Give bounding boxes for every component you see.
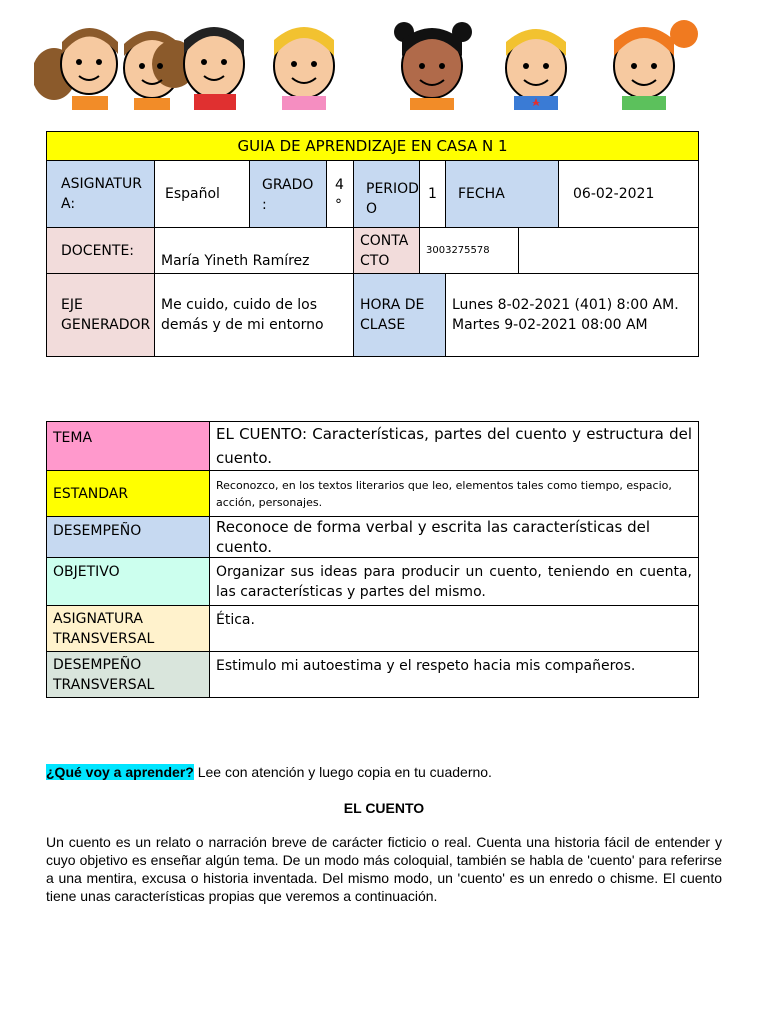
eje-label: EJE GENERADOR	[47, 274, 155, 357]
kid-4	[274, 27, 334, 110]
info-table	[46, 131, 699, 357]
guide-title: GUIA DE APRENDIZAJE EN CASA N 1	[47, 132, 699, 161]
tema-value: EL CUENTO: Características, partes del cuento y estructura del cuento.	[210, 422, 699, 471]
desempeno-value: Reconoce de forma verbal y escrita las características del cuento.	[210, 517, 699, 558]
hora-value-2: Martes 9-02-2021 08:00 AM	[452, 317, 648, 333]
section-title: EL CUENTO	[343, 800, 425, 816]
docente-value: María Yineth Ramírez	[155, 228, 354, 274]
asignatura-transversal-value: Ética.	[210, 606, 699, 652]
fecha-value: 06-02-2021	[559, 161, 699, 228]
learn-line	[46, 764, 722, 780]
kid-1	[34, 28, 118, 110]
eje-value: Me cuido, cuido de los demás y de mi entorno	[155, 274, 354, 357]
objetivo-value: Organizar sus ideas para producir un cuento, teniendo en cuenta, las características y partes del mismo.	[210, 558, 699, 606]
kid-6	[506, 29, 566, 110]
periodo-value: 1	[420, 161, 446, 228]
estandar-value: Reconozco, en los textos literarios que leo, elementos tales como tiempo, espacio, acción, personajes.	[210, 471, 699, 517]
desempeno-transversal-value: Estimulo mi autoestima y el respeto hacia mis compañeros.	[210, 652, 699, 698]
estandar-label: ESTANDAR	[47, 471, 210, 517]
kids-illustration	[34, 14, 710, 110]
desempeno-transversal-label: DESEMPEÑO TRANSVERSAL	[47, 652, 210, 698]
grado-value: 4 °	[327, 161, 354, 228]
contacto-empty-cell	[519, 228, 699, 274]
fecha-label: FECHA	[446, 161, 559, 228]
hora-value	[446, 274, 699, 357]
hora-value-1: Lunes 8-02-2021 (401) 8:00 AM.	[452, 297, 679, 313]
tema-label: TEMA	[47, 422, 210, 471]
kid-5	[394, 22, 472, 110]
contacto-label: CONTA CTO	[354, 228, 420, 274]
kids-banner-image	[34, 14, 710, 110]
kid-7	[614, 20, 698, 110]
learn-question: ¿Qué voy a aprender?	[46, 764, 194, 780]
desempeno-label: DESEMPEÑO	[47, 517, 210, 558]
periodo-label: PERIOD O	[354, 161, 420, 228]
contacto-value: 3003275578	[420, 228, 519, 274]
hora-label: HORA DE CLASE	[354, 274, 446, 357]
kid-3	[184, 27, 244, 110]
objetivo-label: OBJETIVO	[47, 558, 210, 606]
docente-label: DOCENTE:	[47, 228, 155, 274]
body-paragraph: Un cuento es un relato o narración breve de carácter ficticio o real. Cuenta una historia fácil de entender y cuyo objetivo es enseñar algún tema. De un modo más coloquial, también se habla de 'cuento' para referirse a una mentira, excusa o historia inventada. Del mismo modo, un 'cuento' es un enredo o chisme. El cuento tiene unas características propias que veremos a continuación.	[46, 834, 722, 904]
asignatura-label: ASIGNATUR A:	[47, 161, 155, 228]
topic-table	[46, 421, 699, 698]
asignatura-transversal-label: ASIGNATURA TRANSVERSAL	[47, 606, 210, 652]
asignatura-value: Español	[155, 161, 250, 228]
learn-instruction: Lee con atención y luego copia en tu cuaderno.	[193, 764, 492, 780]
grado-label: GRADO :	[250, 161, 327, 228]
